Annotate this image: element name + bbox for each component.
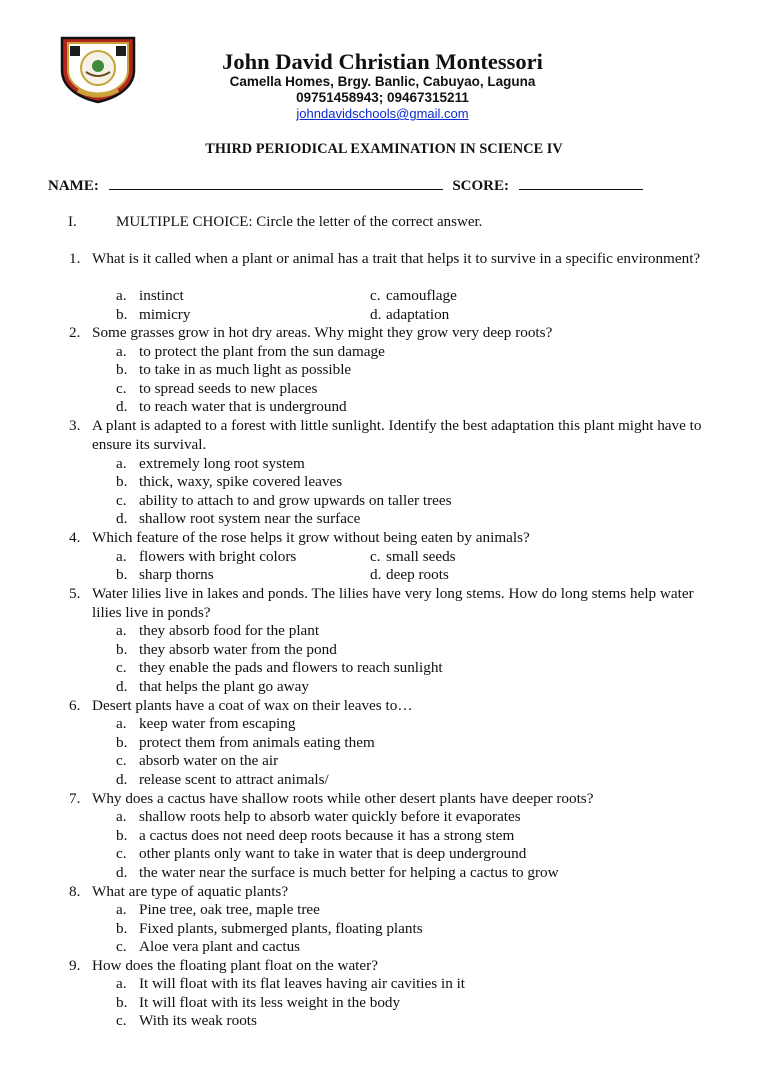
- school-email-link[interactable]: johndavidschools@gmail.com: [296, 106, 469, 121]
- choice-letter[interactable]: d.: [116, 864, 128, 881]
- question-text: Some grasses grow in hot dry areas. Why might they grow very deep roots?: [92, 324, 553, 341]
- choice-letter[interactable]: d.: [116, 398, 128, 415]
- exam-title: THIRD PERIODICAL EXAMINATION IN SCIENCE IV: [205, 141, 563, 157]
- choice-text: that helps the plant go away: [139, 678, 309, 695]
- choice-letter[interactable]: a.: [116, 901, 127, 918]
- choice-text: mimicry: [139, 306, 191, 323]
- choice-letter[interactable]: b.: [116, 361, 128, 378]
- choice-letter[interactable]: b.: [116, 827, 128, 844]
- choice-text: It will float with its less weight in the body: [139, 994, 401, 1011]
- choice-text: they absorb water from the pond: [139, 641, 337, 658]
- choice-letter[interactable]: d.: [116, 771, 128, 788]
- section-instruction: MULTIPLE CHOICE: Circle the letter of the correct answer.: [116, 214, 483, 230]
- question-text: Which feature of the rose helps it grow without being eaten by animals?: [92, 529, 530, 546]
- question-number: 1.: [69, 250, 81, 267]
- question-number: 5.: [69, 585, 81, 602]
- question-number: 7.: [69, 790, 81, 807]
- choice-text: Aloe vera plant and cactus: [139, 938, 301, 955]
- question-text: Why does a cactus have shallow roots while other desert plants have deeper roots?: [92, 790, 594, 807]
- question-text: What is it called when a plant or animal has a trait that helps it to survive in a specific environment?: [92, 250, 701, 267]
- choice-text: With its weak roots: [139, 1012, 257, 1029]
- choice-letter[interactable]: a.: [116, 343, 127, 360]
- choice-letter[interactable]: a.: [116, 715, 127, 732]
- question-text: How does the floating plant float on the water?: [92, 957, 378, 974]
- choice-text: Fixed plants, submerged plants, floating plants: [139, 920, 423, 937]
- choice-text: flowers with bright colors: [139, 548, 297, 565]
- choice-text: shallow roots help to absorb water quickly before it evaporates: [139, 808, 521, 825]
- choice-letter[interactable]: c.: [116, 752, 127, 769]
- choice-letter[interactable]: b.: [116, 734, 128, 751]
- question-number: 6.: [69, 697, 81, 714]
- choice-text: keep water from escaping: [139, 715, 296, 732]
- choice-text: small seeds: [386, 548, 456, 565]
- choice-letter[interactable]: a.: [116, 622, 127, 639]
- name-label: NAME:: [48, 178, 99, 194]
- choice-letter[interactable]: b.: [116, 994, 128, 1011]
- school-name: John David Christian Montessori: [222, 49, 543, 74]
- choice-letter[interactable]: a.: [116, 808, 127, 825]
- choice-text: shallow root system near the surface: [139, 510, 361, 527]
- choice-text: ability to attach to and grow upwards on taller trees: [139, 492, 452, 509]
- choice-text: It will float with its flat leaves having air cavities in it: [139, 975, 466, 992]
- question-text: Water lilies live in lakes and ponds. The lilies have very long stems. How do long stems help water lilies live in ponds?: [92, 585, 694, 621]
- choice-letter[interactable]: a.: [116, 287, 127, 304]
- choice-text: to protect the plant from the sun damage: [139, 343, 385, 360]
- choice-letter[interactable]: d.: [116, 678, 128, 695]
- choice-text: to reach water that is underground: [139, 398, 347, 415]
- choice-letter[interactable]: c.: [116, 938, 127, 955]
- choice-letter[interactable]: a.: [116, 975, 127, 992]
- choice-text: the water near the surface is much better for helping a cactus to grow: [139, 864, 559, 881]
- choice-letter[interactable]: b.: [116, 566, 128, 583]
- choice-letter[interactable]: c.: [370, 287, 381, 304]
- choice-text: absorb water on the air: [139, 752, 279, 769]
- choice-letter[interactable]: d.: [370, 566, 382, 583]
- choice-letter[interactable]: c.: [370, 548, 381, 565]
- score-label: SCORE:: [452, 178, 510, 194]
- choice-text: adaptation: [386, 306, 450, 323]
- question-text: What are type of aquatic plants?: [92, 883, 289, 900]
- question-number: 2.: [69, 324, 81, 341]
- choice-text: they absorb food for the plant: [139, 622, 320, 639]
- name-blank[interactable]: [109, 188, 443, 190]
- choice-letter[interactable]: b.: [116, 920, 128, 937]
- school-address: Camella Homes, Brgy. Banlic, Cabuyao, Laguna: [229, 74, 536, 89]
- choice-text: Pine tree, oak tree, maple tree: [139, 901, 320, 918]
- choice-text: camouflage: [386, 287, 457, 304]
- choice-text: to take in as much light as possible: [139, 361, 352, 378]
- score-blank[interactable]: [519, 188, 643, 190]
- question-number: 4.: [69, 529, 81, 546]
- choice-letter[interactable]: a.: [116, 548, 127, 565]
- choice-text: extremely long root system: [139, 455, 305, 472]
- school-logo: [56, 34, 140, 104]
- choice-text: sharp thorns: [139, 566, 214, 583]
- choice-text: other plants only want to take in water that is deep underground: [139, 845, 527, 862]
- name-score-row: [48, 178, 643, 195]
- school-phones: 09751458943; 09467315211: [296, 90, 469, 105]
- choice-letter[interactable]: c.: [116, 380, 127, 397]
- choice-text: release scent to attract animals/: [139, 771, 329, 788]
- choice-letter[interactable]: b.: [116, 306, 128, 323]
- choice-text: they enable the pads and flowers to reach sunlight: [139, 659, 443, 676]
- choice-text: deep roots: [386, 566, 449, 583]
- choice-text: instinct: [139, 287, 184, 304]
- choice-letter[interactable]: b.: [116, 473, 128, 490]
- choice-letter[interactable]: d.: [116, 510, 128, 527]
- choice-text: a cactus does not need deep roots because it has a strong stem: [139, 827, 515, 844]
- question-number: 9.: [69, 957, 81, 974]
- choice-letter[interactable]: c.: [116, 659, 127, 676]
- choice-text: thick, waxy, spike covered leaves: [139, 473, 343, 490]
- choice-letter[interactable]: c.: [116, 492, 127, 509]
- choice-text: protect them from animals eating them: [139, 734, 375, 751]
- choice-letter[interactable]: c.: [116, 845, 127, 862]
- choice-letter[interactable]: d.: [370, 306, 382, 323]
- choice-letter[interactable]: c.: [116, 1012, 127, 1029]
- section-numeral: I.: [68, 214, 77, 230]
- choice-letter[interactable]: b.: [116, 641, 128, 658]
- question-number: 3.: [69, 417, 81, 434]
- question-number: 8.: [69, 883, 81, 900]
- question-text: Desert plants have a coat of wax on their leaves to…: [92, 697, 413, 714]
- choice-letter[interactable]: a.: [116, 455, 127, 472]
- question-text: A plant is adapted to a forest with little sunlight. Identify the best adaptation this plant might have to ensure its survival.: [92, 417, 702, 453]
- choice-text: to spread seeds to new places: [139, 380, 318, 397]
